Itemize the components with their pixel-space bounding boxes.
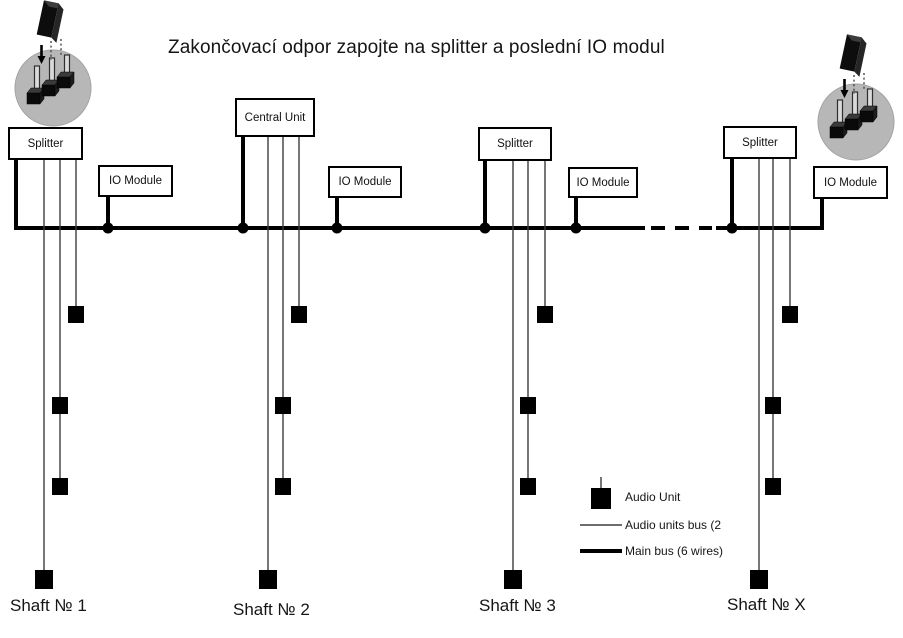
audio-unit <box>782 306 798 323</box>
io-module-box-2: IO Module <box>328 166 402 198</box>
shaftx-audio-bus <box>759 159 790 570</box>
io-module-box-4: IO Module <box>813 166 888 199</box>
terminator-jumper-illustration-left <box>15 0 91 126</box>
legend-main-bus-label: Main bus (6 wires) <box>625 544 724 558</box>
audio-unit <box>537 306 553 323</box>
shaft1-audio-bus <box>44 160 76 570</box>
splitter-box-shaft3: Splitter <box>478 127 552 161</box>
shaft-2-label: Shaft № 2 <box>233 600 310 619</box>
audio-unit <box>504 570 522 589</box>
shaft3-audio-bus <box>513 161 545 570</box>
audio-unit <box>520 478 536 495</box>
audio-unit <box>68 306 84 323</box>
io-module-box-1: IO Module <box>98 165 173 197</box>
splitter-box-shaft1: Splitter <box>8 127 83 160</box>
audio-unit <box>275 397 291 414</box>
audio-unit <box>520 397 536 414</box>
audio-unit-buses <box>44 137 790 570</box>
audio-unit <box>291 306 307 323</box>
shaft-1-label: Shaft № 1 <box>10 596 87 615</box>
io-module-box-3: IO Module <box>568 167 638 198</box>
shaft2-audio-bus <box>268 137 299 570</box>
shaft-x-label: Shaft № X <box>727 595 806 614</box>
audio-unit <box>765 478 781 495</box>
audio-unit <box>765 397 781 414</box>
shaft-x-audio-units <box>750 306 798 589</box>
terminator-jumper-illustration-right <box>818 34 894 160</box>
legend-audio-unit-square <box>591 488 611 509</box>
audio-unit <box>35 570 53 589</box>
legend-symbols <box>580 477 622 551</box>
audio-unit <box>259 570 277 589</box>
legend-audio-units-bus-label: Audio units bus (2 <box>625 518 722 532</box>
diagram-title: Zakončovací odpor zapojte na splitter a poslední IO modul <box>168 37 665 58</box>
splitter-box-shaftx: Splitter <box>723 126 797 159</box>
audio-unit <box>52 397 68 414</box>
audio-unit <box>750 570 768 589</box>
central-unit-box: Central Unit <box>235 98 315 137</box>
legend-audio-unit-label: Audio Unit <box>625 490 681 504</box>
audio-unit <box>275 478 291 495</box>
audio-unit <box>52 478 68 495</box>
shaft-3-label: Shaft № 3 <box>479 596 556 615</box>
